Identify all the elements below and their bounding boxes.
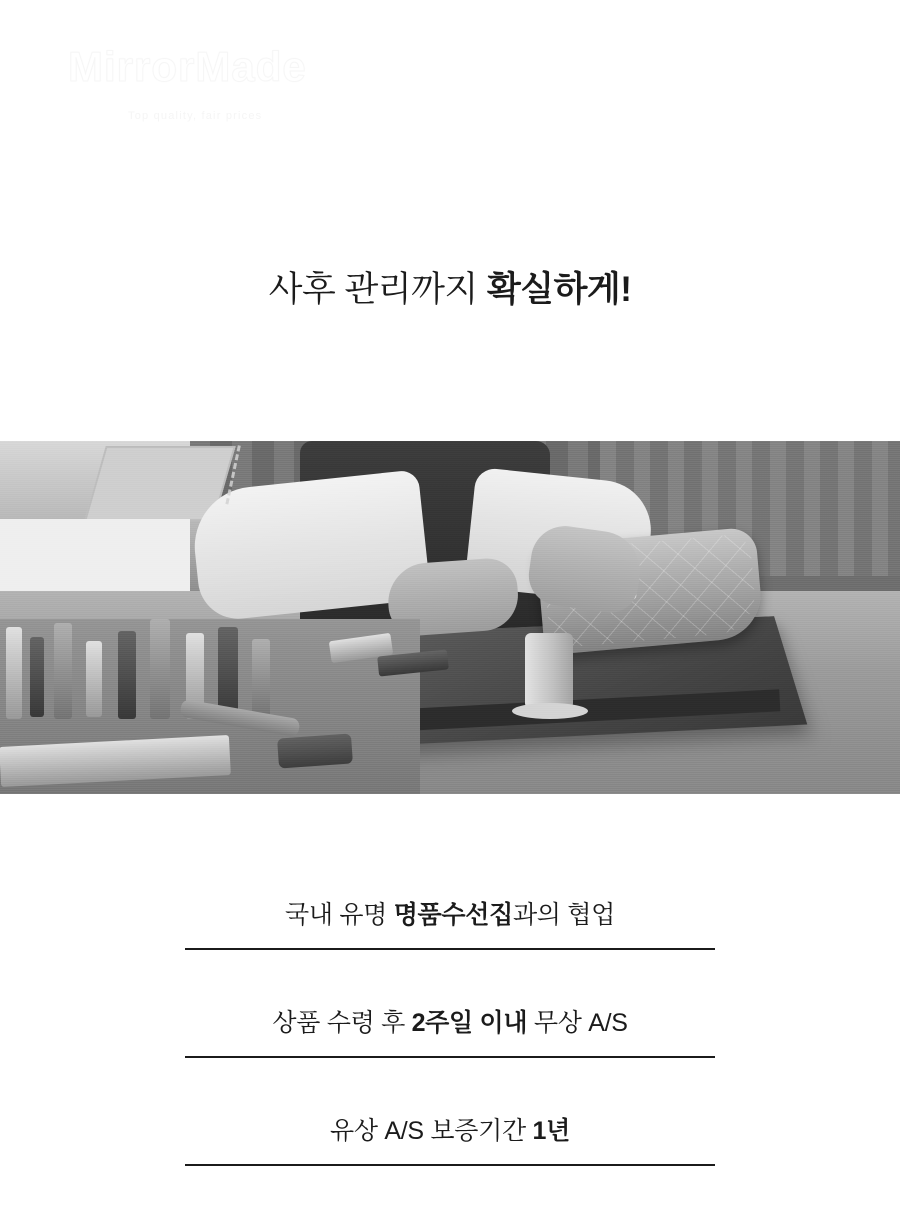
craftsman-photo — [0, 441, 900, 794]
feature-divider — [185, 948, 715, 950]
brand-watermark — [68, 43, 368, 141]
feature-item — [0, 1008, 900, 1058]
feature-divider — [185, 1164, 715, 1166]
feature-prefix: 상품 수령 후 — [272, 1009, 412, 1037]
feature-emphasis: 2주일 이내 — [411, 1009, 528, 1037]
photo-grain-overlay — [0, 441, 900, 794]
feature-text — [0, 1008, 900, 1056]
feature-item — [0, 1116, 900, 1166]
feature-divider — [185, 1056, 715, 1058]
brand-tagline: Top quality, fair prices — [128, 110, 263, 122]
feature-list — [0, 900, 900, 1166]
feature-suffix: 무상 A/S — [527, 1009, 628, 1037]
brand-logo-text: MirrorMade — [68, 43, 307, 90]
feature-suffix: 과의 협업 — [512, 901, 615, 929]
feature-item — [0, 900, 900, 950]
page-title-prefix: 사후 관리까지 — [268, 270, 487, 309]
page-title-emphasis: 확실하게! — [486, 270, 632, 309]
page-title — [0, 268, 900, 312]
feature-emphasis: 명품수선집 — [393, 901, 513, 929]
feature-prefix: 유상 A/S 보증기간 — [330, 1117, 533, 1145]
feature-text — [0, 1116, 900, 1164]
feature-text — [0, 900, 900, 948]
feature-prefix: 국내 유명 — [284, 901, 394, 929]
feature-emphasis: 1년 — [532, 1117, 570, 1145]
